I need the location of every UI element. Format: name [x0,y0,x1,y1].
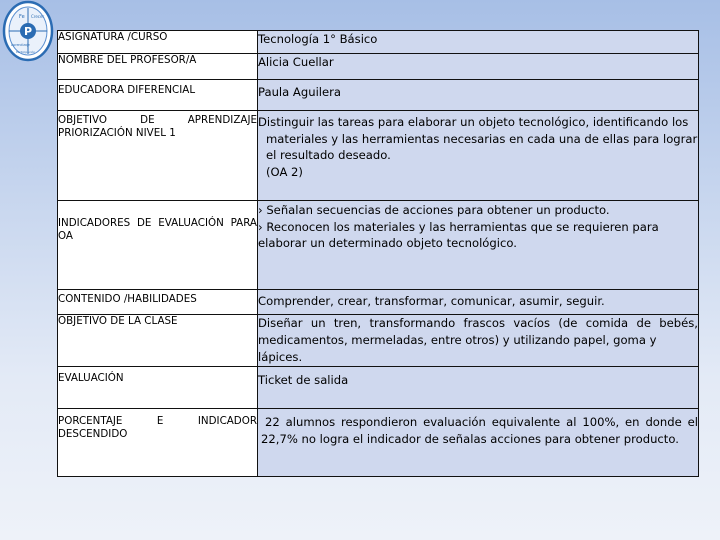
label-porcentaje: PORCENTAJE E INDICADOR DESCENDIDO [58,409,258,477]
logo-word-1: Fe [19,14,25,20]
school-logo [2,0,54,62]
label-objetivo-aprendizaje: OBJETIVO DE APRENDIZAJE PRIORIZACIÓN NIVEL 1 [58,111,258,201]
table-row [58,31,699,54]
value-indicadores: › Señalan secuencias de acciones para obtener un producto. › Reconocen los materiales y las herramientas que se requieren para elaborar un determinado objeto tecnológico. [258,201,699,290]
label-indicadores: INDICADORES DE EVALUACIÓN PARA OA [58,201,258,290]
label-objetivo-clase: OBJETIVO DE LA CLASE [58,315,258,367]
table-row [58,290,699,315]
table-row [58,111,699,201]
table-row [58,367,699,409]
value-profesor: Alicia Cuellar [258,54,699,80]
table-row [58,409,699,477]
logo-word-3: Aprendizaje [11,43,30,47]
label-profesor: NOMBRE DEL PROFESOR/A [58,54,258,80]
value-educadora: Paula Aguilera [258,80,699,111]
class-info-table [57,30,699,477]
table-row [58,80,699,111]
value-porcentaje: 22 alumnos respondieron evaluación equivalente al 100%, en donde el 22,7% no logra el indicador de señalas acciones para obtener producto. [258,409,699,477]
svg-text:P: P [23,25,33,38]
label-asignatura: ASIGNATURA /CURSO [58,31,258,54]
logo-word-4: Participación [16,50,36,54]
value-asignatura: Tecnología 1° Básico [258,31,699,54]
label-evaluacion: EVALUACIÓN [58,367,258,409]
table-row [58,54,699,80]
label-contenido: CONTENIDO /HABILIDADES [58,290,258,315]
table-row [58,315,699,367]
logo-word-2: Crecer [31,14,45,19]
value-objetivo-aprendizaje: Distinguir las tareas para elaborar un objeto tecnológico, identificando los materiales y las herramientas necesarias en cada una de ellas para lograr el resultado deseado. (OA 2) [258,111,699,201]
table-row [58,201,699,290]
value-objetivo-clase: Diseñar un tren, transformando frascos vacíos (de comida de bebés, medicamentos, mermeladas, entre otros) y utilizando papel, goma y lápices. [258,315,699,367]
value-contenido: Comprender, crear, transformar, comunicar, asumir, seguir. [258,290,699,315]
value-evaluacion: Ticket de salida [258,367,699,409]
label-educadora: EDUCADORA DIFERENCIAL [58,80,258,111]
